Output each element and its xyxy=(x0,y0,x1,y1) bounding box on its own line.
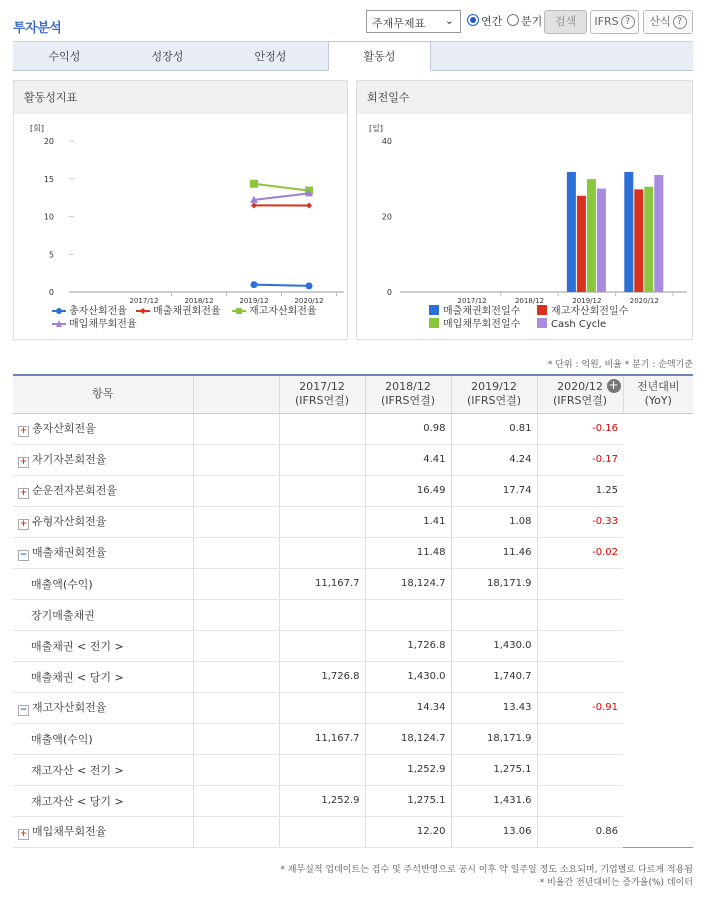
value-cell xyxy=(193,413,279,444)
row-label: 매출액(수익) xyxy=(31,577,93,591)
legend-label: 재고자산회전일수 xyxy=(551,306,629,317)
value-cell: 14.34 xyxy=(365,692,451,723)
y-unit-label: [회] xyxy=(30,124,44,133)
row-label: 재고자산회전율 xyxy=(32,701,107,714)
footnote: * 비율간 전년대비는 증가율(%) 데이터 xyxy=(539,878,693,888)
column-header xyxy=(451,375,537,413)
yoy-cell xyxy=(537,785,623,816)
row-label-cell[interactable] xyxy=(13,537,193,568)
value-cell: 11.48 xyxy=(365,537,451,568)
value-cell: 1,252.9 xyxy=(365,754,451,785)
value-cell xyxy=(193,506,279,537)
column-header-sub: (YoY) xyxy=(644,394,672,408)
section-title: 투자분석 xyxy=(13,21,62,36)
header-bar xyxy=(0,0,704,40)
column-header-label: 전년대비 xyxy=(636,380,680,394)
value-cell xyxy=(193,754,279,785)
table-row xyxy=(13,785,693,816)
legend-label: 매입채무회전일수 xyxy=(443,319,521,330)
row-label-cell xyxy=(13,630,193,661)
question-icon: ? xyxy=(673,15,687,29)
table-row xyxy=(13,661,693,692)
row-label-cell[interactable] xyxy=(13,413,193,444)
value-cell: 18,124.7 xyxy=(365,568,451,599)
add-column-icon[interactable]: + xyxy=(608,378,619,392)
series-line xyxy=(254,193,309,199)
legend-swatch xyxy=(537,305,547,315)
data-point xyxy=(306,202,312,208)
legend-label: 매출채권회전율 xyxy=(153,306,221,317)
yoy-cell: -0.33 xyxy=(537,506,623,537)
value-cell xyxy=(193,475,279,506)
yoy-cell: -0.91 xyxy=(537,692,623,723)
column-header xyxy=(365,375,451,413)
column-header xyxy=(279,375,365,413)
value-cell: 4.41 xyxy=(365,444,451,475)
yoy-cell xyxy=(537,661,623,692)
value-cell xyxy=(279,506,365,537)
value-cell: 1,430.0 xyxy=(451,630,537,661)
y-tick-label: 20 xyxy=(381,212,392,222)
turnover-days-bar-chart xyxy=(357,114,694,340)
value-cell: 1,431.6 xyxy=(451,785,537,816)
row-label: 장기매출채권 xyxy=(31,608,95,622)
statement-select[interactable] xyxy=(366,10,461,33)
value-cell: 1.41 xyxy=(365,506,451,537)
chevron-down-icon: ⌄ xyxy=(444,14,454,27)
value-cell: 1.08 xyxy=(451,506,537,537)
row-label-cell[interactable] xyxy=(13,475,193,506)
bar xyxy=(634,189,643,292)
row-label-cell[interactable] xyxy=(13,506,193,537)
legend-swatch xyxy=(537,318,547,328)
yoy-cell xyxy=(537,723,623,754)
value-cell xyxy=(193,630,279,661)
legend-label: 총자산회전율 xyxy=(69,306,127,317)
value-cell xyxy=(279,599,365,630)
yoy-cell xyxy=(537,630,623,661)
yoy-cell: 1.25 xyxy=(537,475,623,506)
row-label: 재고자산 < 전기 > xyxy=(31,763,124,777)
yoy-cell: -0.17 xyxy=(537,444,623,475)
annual-radio[interactable] xyxy=(467,14,479,26)
column-header-sub: (IFRS연결) xyxy=(294,394,350,408)
value-cell xyxy=(279,413,365,444)
activity-chart-title: 활동성지표 xyxy=(14,81,347,114)
value-cell xyxy=(193,568,279,599)
value-cell: 18,124.7 xyxy=(365,723,451,754)
bar xyxy=(597,189,606,292)
footnotes xyxy=(280,864,693,890)
value-cell: 12.20 xyxy=(365,816,451,847)
legend-swatch xyxy=(429,305,439,315)
value-cell xyxy=(279,537,365,568)
value-cell xyxy=(279,816,365,847)
row-label: 유형자산회전율 xyxy=(32,515,107,528)
table-row xyxy=(13,568,693,599)
column-header-sub: (IFRS연결) xyxy=(466,394,522,408)
value-cell: 1,740.7 xyxy=(451,661,537,692)
y-tick-label: 15 xyxy=(43,174,54,184)
x-tick-label: 2017/12 xyxy=(129,297,159,305)
value-cell xyxy=(279,630,365,661)
bar xyxy=(577,196,586,292)
column-header xyxy=(623,375,693,413)
bar xyxy=(654,175,663,292)
formula-help-button[interactable] xyxy=(643,10,693,34)
value-cell xyxy=(279,754,365,785)
column-header-label: 2017/12 xyxy=(299,380,345,394)
value-cell: 4.24 xyxy=(451,444,537,475)
value-cell xyxy=(279,475,365,506)
legend-label: 재고자산회전율 xyxy=(249,306,317,317)
value-cell xyxy=(365,599,451,630)
value-cell xyxy=(193,785,279,816)
ifrs-button-label: IFRS xyxy=(594,15,619,28)
column-header xyxy=(13,375,193,413)
table-row xyxy=(13,630,693,661)
legend-label: Cash Cycle xyxy=(551,319,607,330)
table-row xyxy=(13,692,693,723)
formula-button-label: 산식 xyxy=(649,15,671,28)
table-row xyxy=(13,599,693,630)
value-cell: 17.74 xyxy=(451,475,537,506)
tab-profitability[interactable]: 수익성 xyxy=(48,50,81,63)
row-label-cell xyxy=(13,661,193,692)
row-label-cell xyxy=(13,568,193,599)
value-cell: 18,171.9 xyxy=(451,568,537,599)
row-label: 매출액(수익) xyxy=(31,732,93,746)
row-label: 매출채권회전율 xyxy=(32,546,107,559)
value-cell xyxy=(193,723,279,754)
row-label-cell xyxy=(13,754,193,785)
x-tick-label: 2020/12 xyxy=(629,297,659,305)
unit-note: * 단위 : 억원, 비율 * 분기 : 순액기준 xyxy=(547,360,693,370)
activity-line-chart xyxy=(14,114,349,340)
y-tick-label: 10 xyxy=(43,212,54,222)
series-line xyxy=(254,184,309,191)
data-point xyxy=(250,180,258,188)
tab-activity[interactable]: 활동성 xyxy=(328,41,431,71)
yoy-cell xyxy=(537,599,623,630)
row-label: 매출채권 < 당기 > xyxy=(31,670,124,684)
collapse-minus-icon[interactable]: − xyxy=(19,705,28,715)
column-header-label: 2019/12 xyxy=(471,380,517,394)
series-line xyxy=(254,285,309,286)
value-cell xyxy=(193,692,279,723)
yoy-cell xyxy=(537,754,623,785)
x-tick-label: 2019/12 xyxy=(572,297,602,305)
value-cell: 13.43 xyxy=(451,692,537,723)
column-header-label: 2018/12 xyxy=(385,380,431,394)
data-point xyxy=(306,282,313,289)
x-tick-label: 2018/12 xyxy=(514,297,545,305)
tab-growth[interactable]: 성장성 xyxy=(151,50,184,63)
search-button-label: 검색 xyxy=(554,15,577,28)
value-cell xyxy=(193,599,279,630)
column-header-sub: (IFRS연결) xyxy=(552,394,608,408)
annual-radio-label: 연간 xyxy=(481,15,503,28)
value-cell xyxy=(193,444,279,475)
activity-table xyxy=(13,374,693,848)
y-tick-label: 5 xyxy=(48,250,54,260)
ifrs-help-button[interactable] xyxy=(590,10,639,34)
column-header xyxy=(537,375,623,413)
row-label: 총자산회전율 xyxy=(32,422,96,435)
activity-chart-panel xyxy=(13,80,348,340)
data-point xyxy=(251,202,257,208)
statement-select-value: 주재무제표 xyxy=(372,17,426,30)
data-point xyxy=(251,281,258,288)
legend-marker xyxy=(236,308,242,314)
yoy-cell xyxy=(537,568,623,599)
value-cell xyxy=(451,599,537,630)
legend-swatch xyxy=(429,318,439,328)
x-tick-label: 2018/12 xyxy=(184,297,214,305)
bar xyxy=(624,172,633,292)
y-tick-label: 0 xyxy=(386,288,392,297)
row-label-cell xyxy=(13,599,193,630)
value-cell: 0.81 xyxy=(451,413,537,444)
table-row xyxy=(13,413,693,444)
yoy-cell: 0.86 xyxy=(537,816,623,847)
legend-marker xyxy=(56,308,62,314)
table-row xyxy=(13,444,693,475)
legend-label: 매출채권회전일수 xyxy=(443,306,521,317)
table-row xyxy=(13,723,693,754)
table-row xyxy=(13,754,693,785)
quarter-radio-label: 분기 xyxy=(521,15,543,28)
value-cell: 16.49 xyxy=(365,475,451,506)
value-cell: 1,726.8 xyxy=(365,630,451,661)
column-header xyxy=(193,375,279,413)
row-label-cell xyxy=(13,723,193,754)
row-label-cell xyxy=(13,785,193,816)
value-cell xyxy=(193,816,279,847)
y-tick-label: 0 xyxy=(48,288,54,297)
value-cell: 1,430.0 xyxy=(365,661,451,692)
x-tick-label: 2019/12 xyxy=(239,297,269,305)
value-cell: 11,167.7 xyxy=(279,723,365,754)
bar xyxy=(587,179,596,292)
table-row xyxy=(13,475,693,506)
value-cell: 1,726.8 xyxy=(279,661,365,692)
value-cell xyxy=(279,692,365,723)
column-header-sub: (IFRS연결) xyxy=(380,394,436,408)
expand-plus-icon[interactable]: + xyxy=(19,519,28,529)
x-tick-label: 2017/12 xyxy=(457,297,487,305)
quarter-radio[interactable] xyxy=(507,14,519,26)
value-cell xyxy=(193,537,279,568)
value-cell: 0.98 xyxy=(365,413,451,444)
row-label: 매출채권 < 전기 > xyxy=(31,639,124,653)
table-row xyxy=(13,816,693,847)
question-icon: ? xyxy=(621,15,635,29)
table-row xyxy=(13,537,693,568)
expand-plus-icon[interactable]: + xyxy=(19,829,28,839)
table-header-row xyxy=(13,375,693,413)
value-cell: 11.46 xyxy=(451,537,537,568)
expand-plus-icon[interactable]: + xyxy=(19,426,28,436)
y-tick-label: 20 xyxy=(43,137,54,146)
search-button[interactable] xyxy=(544,10,587,34)
value-cell: 1,275.1 xyxy=(451,754,537,785)
row-label-cell[interactable] xyxy=(13,816,193,847)
value-cell: 11,167.7 xyxy=(279,568,365,599)
row-label: 자기자본회전율 xyxy=(32,453,107,466)
value-cell: 18,171.9 xyxy=(451,723,537,754)
bar xyxy=(644,187,653,292)
y-unit-label: [일] xyxy=(369,124,383,133)
table-row xyxy=(13,506,693,537)
value-cell xyxy=(193,661,279,692)
column-header-label: 항목 xyxy=(92,387,114,401)
value-cell: 13.06 xyxy=(451,816,537,847)
row-label: 재고자산 < 당기 > xyxy=(31,794,124,808)
row-label-cell[interactable] xyxy=(13,444,193,475)
tab-stability[interactable]: 안정성 xyxy=(254,50,287,63)
tab-bar xyxy=(13,41,693,71)
row-label-cell[interactable] xyxy=(13,692,193,723)
y-tick-label: 40 xyxy=(381,137,392,146)
column-header-label: 2020/12 xyxy=(557,380,603,394)
bar xyxy=(567,172,576,292)
expand-plus-icon[interactable]: + xyxy=(19,457,28,467)
yoy-cell: -0.16 xyxy=(537,413,623,444)
legend-marker xyxy=(140,308,146,314)
expand-plus-icon[interactable]: + xyxy=(19,488,28,498)
value-cell: 1,252.9 xyxy=(279,785,365,816)
row-label: 순운전자본회전율 xyxy=(32,484,118,497)
turnover-days-title: 회전일수 xyxy=(357,81,692,114)
x-tick-label: 2020/12 xyxy=(294,297,324,305)
turnover-days-panel xyxy=(356,80,693,340)
row-label: 매입채무회전율 xyxy=(32,825,107,838)
value-cell xyxy=(279,444,365,475)
footnote: * 재무실적 업데이트는 검수 및 주석반영으로 공시 이후 약 일주일 정도 소요되며, 기업별로 다르게 적용됨 xyxy=(280,865,693,875)
collapse-minus-icon[interactable]: − xyxy=(19,550,28,560)
yoy-cell: -0.02 xyxy=(537,537,623,568)
value-cell: 1,275.1 xyxy=(365,785,451,816)
legend-label: 매입채무회전율 xyxy=(69,319,137,330)
